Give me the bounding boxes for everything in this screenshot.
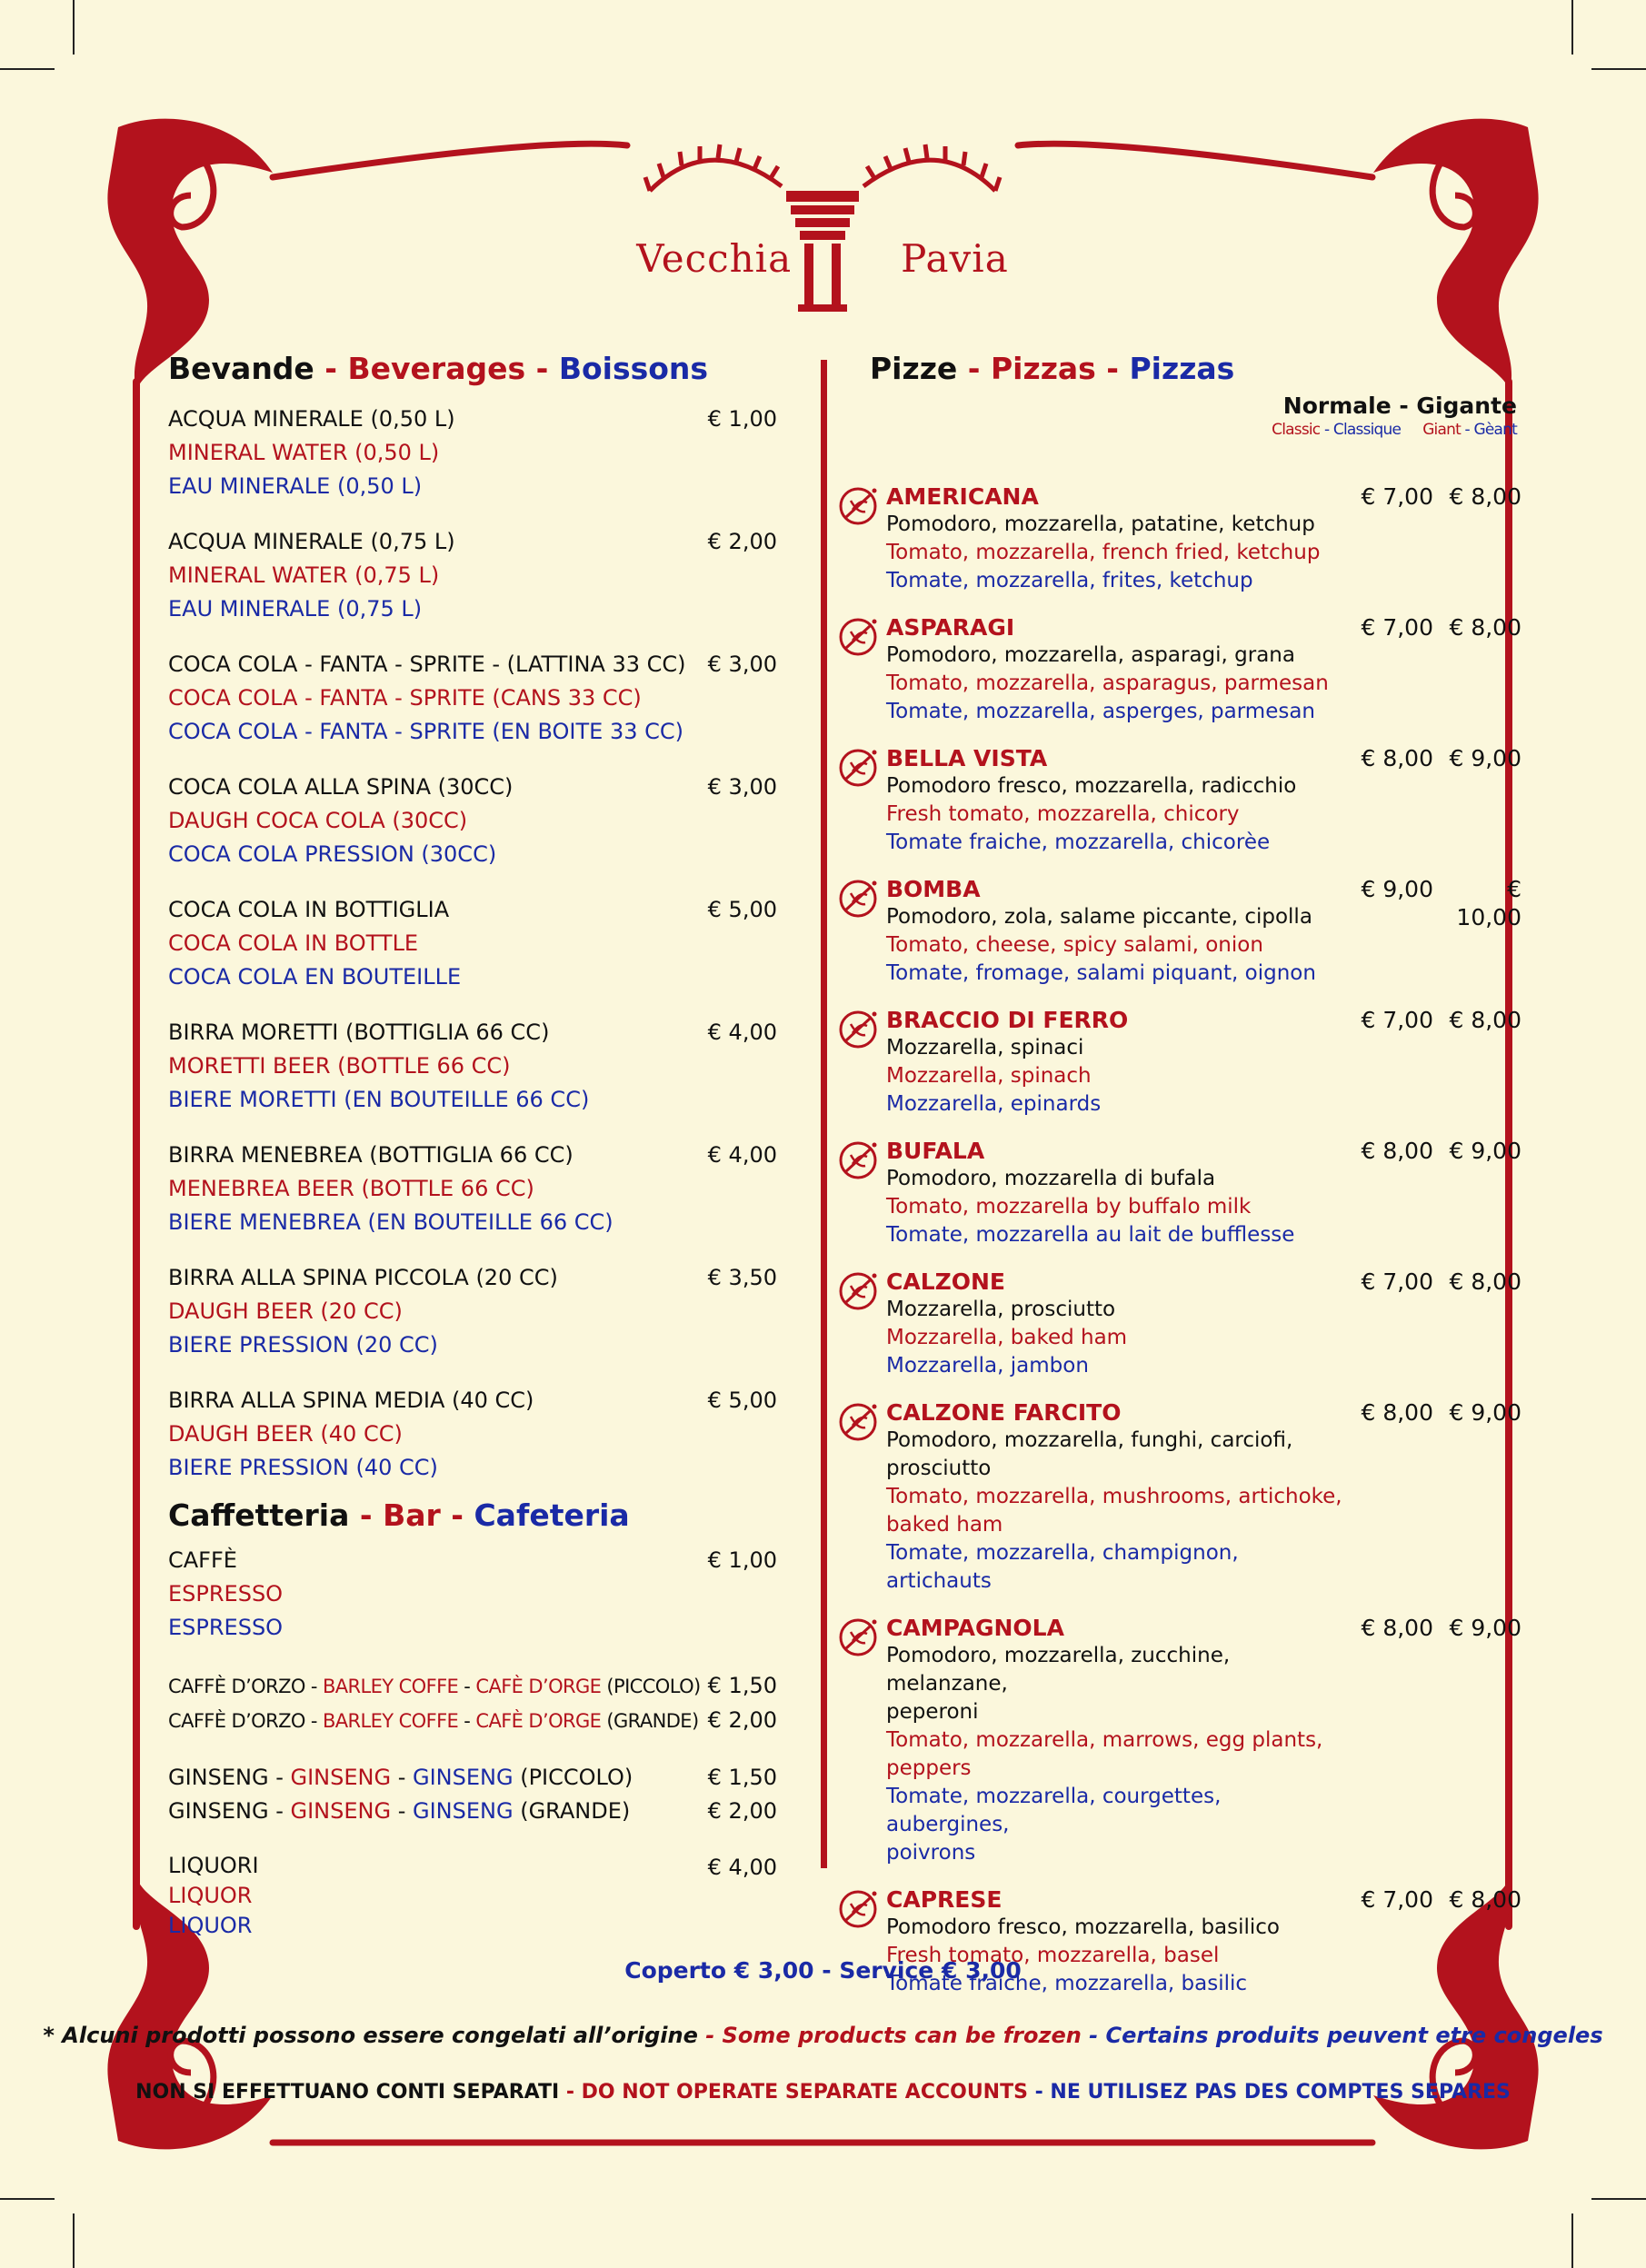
price-giant: € 9,00 bbox=[1449, 1399, 1521, 1426]
item-price: € 3,50 bbox=[707, 1265, 777, 1290]
orzo-list bbox=[168, 1669, 777, 1738]
note-fr: Certains produits peuvent etre congeles bbox=[1105, 2023, 1603, 2048]
item-it: BIRRA MORETTI (BOTTIGLIA 66 CC) bbox=[168, 1020, 550, 1045]
item-sep: - bbox=[304, 1710, 323, 1732]
pizzas-heading bbox=[870, 351, 1517, 386]
item-it: ACQUA MINERALE (0,50 L) bbox=[168, 406, 455, 432]
item-en: MORETTI BEER (BOTTLE 66 CC) bbox=[168, 1053, 511, 1079]
price-normal: € 8,00 bbox=[1361, 1138, 1433, 1164]
pizza-ingredients-fr: Tomate, mozzarella au lait de bufflesse bbox=[886, 1223, 1295, 1247]
beverages-heading bbox=[168, 351, 777, 386]
heading-it: Caffetteria bbox=[168, 1497, 350, 1533]
heading-sep: - bbox=[957, 351, 991, 386]
cover-service-charge: Coperto € 3,00 - Service € 3,00 bbox=[624, 1957, 1022, 1984]
price-giant: € 8,00 bbox=[1449, 483, 1521, 510]
logo-name-left: Vecchia bbox=[636, 236, 793, 281]
no-freeze-icon bbox=[838, 1140, 878, 1180]
item-en: BARLEY COFFE bbox=[322, 1710, 459, 1732]
beverage-item bbox=[168, 1261, 777, 1362]
beverage-item bbox=[168, 648, 777, 749]
acc-sep: - bbox=[1027, 2081, 1051, 2104]
item-it: BIRRA MENEBREA (BOTTIGLIA 66 CC) bbox=[168, 1142, 574, 1168]
item-price: € 2,00 bbox=[707, 1707, 777, 1733]
item-sep: - bbox=[304, 1676, 323, 1697]
item-it: CAFFÈ D’ORZO bbox=[168, 1676, 305, 1697]
no-freeze-icon bbox=[838, 1402, 878, 1442]
item-en: COCA COLA - FANTA - SPRITE (CANS 33 CC) bbox=[168, 685, 642, 711]
heading-fr: Boissons bbox=[558, 351, 709, 386]
pizza-ingredients-en: Fresh tomato, mozzarella, chicory bbox=[886, 802, 1240, 826]
no-freeze-icon bbox=[838, 486, 878, 526]
size-subheader bbox=[1272, 420, 1517, 440]
item-en: LIQUOR bbox=[168, 1883, 253, 1908]
no-freeze-icon bbox=[838, 1889, 878, 1929]
size-header bbox=[1272, 393, 1517, 440]
price-giant: € 9,00 bbox=[1449, 745, 1521, 771]
heading-it: Pizze bbox=[870, 351, 958, 386]
pizza-ingredients-it: Pomodoro, mozzarella, funghi, carciofi, bbox=[886, 1428, 1293, 1452]
pizza-item bbox=[870, 1137, 1521, 1249]
pizza-ingredients-fr: Tomate, mozzarella, frites, ketchup bbox=[886, 569, 1253, 592]
pizza-ingredients-fr: Tomate, fromage, salami piquant, oignon bbox=[886, 961, 1316, 985]
item-label bbox=[168, 1676, 701, 1697]
pizza-ingredients-fr: Mozzarella, jambon bbox=[886, 1354, 1089, 1378]
pizza-ingredients-en: Fresh tomato, mozzarella, basel bbox=[886, 1944, 1220, 1967]
acc-en: DO NOT OPERATE SEPARATE ACCOUNTS bbox=[581, 2081, 1028, 2104]
item-fr: COCA COLA - FANTA - SPRITE (EN BOITE 33 CC) bbox=[168, 719, 683, 744]
pizza-item bbox=[870, 744, 1521, 857]
separate-accounts-note bbox=[0, 2081, 1646, 2104]
heading-fr: Pizzas bbox=[1129, 351, 1235, 386]
pizza-ingredients-fr: Mozzarella, epinards bbox=[886, 1092, 1102, 1116]
item-en: DAUGH BEER (20 CC) bbox=[168, 1298, 403, 1324]
pizza-ingredients-it: Pomodoro fresco, mozzarella, basilico bbox=[886, 1915, 1281, 1939]
item-size: (PICCOLO) bbox=[513, 1765, 633, 1790]
item-en: COCA COLA IN BOTTLE bbox=[168, 930, 419, 956]
pizza-item bbox=[870, 1614, 1521, 1867]
item-sep: - bbox=[391, 1798, 413, 1824]
price-normal: € 7,00 bbox=[1361, 1886, 1433, 1913]
price-normal: € 8,00 bbox=[1361, 745, 1433, 771]
frozen-note bbox=[0, 2023, 1646, 2048]
pizza-ingredients-en: Tomato, cheese, spicy salami, onion bbox=[886, 933, 1263, 957]
cafe-item bbox=[168, 1544, 777, 1645]
item-size: (GRANDE) bbox=[601, 1710, 699, 1732]
item-price: € 5,00 bbox=[707, 1388, 777, 1413]
pizza-name: CALZONE FARCITO bbox=[886, 1399, 1122, 1426]
orzo-item bbox=[168, 1704, 777, 1738]
no-freeze-icon bbox=[838, 879, 878, 919]
pizza-ingredients-it: Mozzarella, prosciutto bbox=[886, 1298, 1116, 1321]
pizza-ingredients-it: Pomodoro, zola, salame piccante, cipolla bbox=[886, 905, 1312, 929]
item-size: (PICCOLO) bbox=[601, 1676, 701, 1697]
pizza-item bbox=[870, 482, 1521, 595]
acc-it: NON SI EFFETTUANO CONTI SEPARATI bbox=[135, 2081, 566, 2104]
item-it: BIRRA ALLA SPINA MEDIA (40 CC) bbox=[168, 1388, 534, 1413]
sub-sep: - bbox=[1320, 421, 1333, 439]
item-fr: LIQUOR bbox=[168, 1913, 253, 1938]
item-it: CAFFÈ D’ORZO bbox=[168, 1710, 305, 1732]
pizza-ingredients-en: Tomato, mozzarella, mushrooms, artichoke, bbox=[886, 1485, 1342, 1508]
no-freeze-icon bbox=[838, 748, 878, 788]
price-normal: € 7,00 bbox=[1361, 614, 1433, 641]
orzo-item bbox=[168, 1669, 777, 1704]
item-price: € 1,50 bbox=[707, 1765, 777, 1790]
item-it: LIQUORI bbox=[168, 1853, 259, 1878]
item-fr: ESPRESSO bbox=[168, 1615, 284, 1640]
beverage-item bbox=[168, 1016, 777, 1117]
pizza-ingredients-en: Tomato, mozzarella, marrows, egg plants, bbox=[886, 1728, 1323, 1752]
item-en: MENEBREA BEER (BOTTLE 66 CC) bbox=[168, 1176, 534, 1201]
item-it: CAFFÈ bbox=[168, 1547, 237, 1573]
pizza-item bbox=[870, 1268, 1521, 1380]
note-sep: - bbox=[1081, 2023, 1106, 2048]
price-normal: € 8,00 bbox=[1361, 1399, 1433, 1426]
item-en: DAUGH BEER (40 CC) bbox=[168, 1421, 403, 1447]
item-en: GINSENG bbox=[290, 1765, 392, 1790]
note-it: * Alcuni prodotti possono essere congelati all’origine bbox=[43, 2023, 698, 2048]
item-price: € 2,00 bbox=[707, 529, 777, 554]
ginseng-item bbox=[168, 1761, 777, 1795]
pizza-item bbox=[870, 1006, 1521, 1119]
price-normal: € 9,00 bbox=[1361, 876, 1433, 902]
pizza-name: CAMPAGNOLA bbox=[886, 1615, 1064, 1641]
pizza-item bbox=[870, 613, 1521, 726]
pizza-name: BUFALA bbox=[886, 1138, 985, 1164]
price-giant: € 8,00 bbox=[1449, 1007, 1521, 1033]
item-fr: COCA COLA EN BOUTEILLE bbox=[168, 964, 462, 990]
pizza-ingredients-en: Tomato, mozzarella by buffalo milk bbox=[886, 1195, 1252, 1219]
item-it: COCA COLA - FANTA - SPRITE - (LATTINA 33 CC) bbox=[168, 652, 686, 677]
heading-sep: - bbox=[349, 1497, 384, 1533]
item-price: € 4,00 bbox=[707, 1142, 777, 1168]
item-fr: CAFÈ D’ORGE bbox=[475, 1710, 602, 1732]
pizza-ingredients-en: Mozzarella, spinach bbox=[886, 1064, 1092, 1088]
beverage-item bbox=[168, 771, 777, 871]
price-normal: € 7,00 bbox=[1361, 1268, 1433, 1295]
item-sep: - bbox=[458, 1710, 476, 1732]
heading-sep: - bbox=[525, 351, 559, 386]
pizza-ingredients-en: Tomato, mozzarella, french fried, ketchup bbox=[886, 541, 1321, 564]
price-giant: € 8,00 bbox=[1449, 1268, 1521, 1295]
price-giant: € 10,00 bbox=[1456, 876, 1521, 930]
pizza-ingredients-it: Pomodoro fresco, mozzarella, radicchio bbox=[886, 774, 1297, 798]
beverages-column bbox=[168, 351, 777, 1941]
beverages-list bbox=[168, 403, 777, 1485]
pizza-ingredients-fr: Tomate fraiche, mozzarella, chicorèe bbox=[886, 831, 1271, 854]
pizza-name: CAPRESE bbox=[886, 1886, 1003, 1913]
item-it: ACQUA MINERALE (0,75 L) bbox=[168, 529, 455, 554]
item-it: GINSENG bbox=[168, 1798, 269, 1824]
item-price: € 2,00 bbox=[707, 1798, 777, 1824]
size-header-label: Normale - Gigante bbox=[1282, 393, 1517, 419]
note-sep: - bbox=[697, 2023, 723, 2048]
logo-title bbox=[636, 236, 1009, 281]
pizza-item bbox=[870, 875, 1521, 988]
pizza-ingredients-en: baked ham bbox=[886, 1513, 1003, 1537]
heading-sep: - bbox=[440, 1497, 474, 1533]
beverage-item bbox=[168, 1384, 777, 1485]
item-sep: - bbox=[268, 1765, 291, 1790]
logo bbox=[636, 136, 1009, 318]
pizza-ingredients-en: peppers bbox=[886, 1756, 972, 1780]
price-normal: € 7,00 bbox=[1361, 1007, 1433, 1033]
item-fr: CAFÈ D’ORGE bbox=[475, 1676, 602, 1697]
item-en: DAUGH COCA COLA (30CC) bbox=[168, 808, 468, 833]
beverage-item bbox=[168, 525, 777, 626]
pizza-ingredients-it: Pomodoro, mozzarella, zucchine, melanzane, bbox=[886, 1644, 1231, 1696]
sub-giant: Giant bbox=[1422, 421, 1461, 439]
sub-sep: - bbox=[1460, 421, 1474, 439]
pizza-list bbox=[870, 482, 1521, 1998]
sub-classique: Classique bbox=[1332, 421, 1402, 439]
item-fr: GINSENG bbox=[413, 1765, 514, 1790]
pizzas-column bbox=[870, 351, 1521, 1998]
pizza-ingredients-it: prosciutto bbox=[886, 1457, 992, 1480]
item-fr: EAU MINERALE (0,75 L) bbox=[168, 596, 423, 622]
price-giant: € 8,00 bbox=[1449, 1886, 1521, 1913]
item-fr: BIERE PRESSION (20 CC) bbox=[168, 1332, 438, 1358]
item-en: MINERAL WATER (0,50 L) bbox=[168, 440, 440, 465]
no-freeze-icon bbox=[838, 617, 878, 657]
item-en: GINSENG bbox=[290, 1798, 392, 1824]
pizza-ingredients-it: Mozzarella, spinaci bbox=[886, 1036, 1084, 1059]
item-label bbox=[168, 1765, 633, 1790]
item-price: € 1,50 bbox=[707, 1673, 777, 1698]
item-fr: BIERE PRESSION (40 CC) bbox=[168, 1455, 438, 1480]
item-en: ESPRESSO bbox=[168, 1581, 284, 1606]
item-price: € 5,00 bbox=[707, 897, 777, 922]
pizza-ingredients-en: Mozzarella, baked ham bbox=[886, 1326, 1128, 1349]
heading-sep: - bbox=[1095, 351, 1130, 386]
pizza-ingredients-fr: Tomate, mozzarella, courgettes, aubergines, bbox=[886, 1785, 1222, 1836]
price-giant: € 9,00 bbox=[1449, 1138, 1521, 1164]
pizza-ingredients-fr: Tomate, mozzarella, champignon, artichauts bbox=[886, 1541, 1239, 1593]
item-price: € 3,00 bbox=[707, 652, 777, 677]
sub-classic: Classic bbox=[1272, 421, 1321, 439]
heading-sep: - bbox=[314, 351, 348, 386]
pizza-ingredients-it: peperoni bbox=[886, 1700, 979, 1724]
item-fr: BIERE MENEBREA (EN BOUTEILLE 66 CC) bbox=[168, 1209, 614, 1235]
no-freeze-icon bbox=[838, 1010, 878, 1049]
item-label bbox=[168, 1798, 630, 1824]
item-fr: COCA COLA PRESSION (30CC) bbox=[168, 841, 497, 867]
item-price: € 1,00 bbox=[707, 1547, 777, 1573]
item-en: BARLEY COFFE bbox=[322, 1676, 459, 1697]
pizza-ingredients-it: Pomodoro, mozzarella di bufala bbox=[886, 1167, 1216, 1190]
pizza-name: CALZONE bbox=[886, 1268, 1006, 1295]
note-en: Some products can be frozen bbox=[722, 2023, 1082, 2048]
sub-geant: Gèant bbox=[1473, 421, 1517, 439]
item-it: GINSENG bbox=[168, 1765, 269, 1790]
heading-it: Bevande bbox=[168, 351, 314, 386]
price-giant: € 8,00 bbox=[1449, 614, 1521, 641]
acc-fr: NE UTILISEZ PAS DES COMPTES SEPARES bbox=[1050, 2081, 1511, 2104]
item-price: € 4,00 bbox=[707, 1020, 777, 1045]
heading-en: Pizzas bbox=[990, 351, 1096, 386]
pizza-ingredients-fr: Tomate fraiche, mozzarella, basilic bbox=[886, 1972, 1248, 1995]
pizza-ingredients-it: Pomodoro, mozzarella, asparagi, grana bbox=[886, 643, 1295, 667]
liquori-item bbox=[168, 1851, 777, 1941]
item-sep: - bbox=[458, 1676, 476, 1697]
item-price: € 4,00 bbox=[707, 1855, 777, 1880]
item-fr: BIERE MORETTI (EN BOUTEILLE 66 CC) bbox=[168, 1087, 590, 1112]
price-normal: € 8,00 bbox=[1361, 1615, 1433, 1641]
item-it: BIRRA ALLA SPINA PICCOLA (20 CC) bbox=[168, 1265, 558, 1290]
cafe-heading bbox=[168, 1497, 777, 1533]
pizza-name: BRACCIO DI FERRO bbox=[886, 1007, 1129, 1033]
beverage-item bbox=[168, 403, 777, 503]
acc-sep: - bbox=[565, 2081, 582, 2104]
pizza-name: ASPARAGI bbox=[886, 614, 1015, 641]
pizza-ingredients-en: Tomato, mozzarella, asparagus, parmesan bbox=[886, 671, 1329, 695]
item-sep: - bbox=[268, 1798, 291, 1824]
item-size: (GRANDE) bbox=[513, 1798, 631, 1824]
beverage-item bbox=[168, 893, 777, 994]
pizza-item bbox=[870, 1398, 1521, 1596]
beverage-item bbox=[168, 1139, 777, 1239]
item-en: MINERAL WATER (0,75 L) bbox=[168, 562, 440, 588]
no-freeze-icon bbox=[838, 1271, 878, 1311]
ginseng-list bbox=[168, 1761, 777, 1828]
item-fr: EAU MINERALE (0,50 L) bbox=[168, 473, 423, 499]
item-label bbox=[168, 1710, 699, 1732]
item-it: COCA COLA IN BOTTIGLIA bbox=[168, 897, 450, 922]
column-divider bbox=[821, 360, 827, 1868]
ginseng-item bbox=[168, 1795, 777, 1828]
pizza-ingredients-fr: Tomate, mozzarella, asperges, parmesan bbox=[886, 700, 1316, 723]
heading-en: Beverages bbox=[347, 351, 526, 386]
price-normal: € 7,00 bbox=[1361, 483, 1433, 510]
no-freeze-icon bbox=[838, 1617, 878, 1657]
brick-arch-icon bbox=[636, 136, 1009, 318]
heading-en: Bar bbox=[383, 1497, 441, 1533]
heading-fr: Cafeteria bbox=[474, 1497, 630, 1533]
item-fr: GINSENG bbox=[413, 1798, 514, 1824]
item-sep: - bbox=[391, 1765, 413, 1790]
pizza-name: BOMBA bbox=[886, 876, 981, 902]
logo-name-right: Pavia bbox=[901, 236, 1009, 281]
item-price: € 1,00 bbox=[707, 406, 777, 432]
item-it: COCA COLA ALLA SPINA (30CC) bbox=[168, 774, 514, 800]
pizza-ingredients-fr: poivrons bbox=[886, 1841, 976, 1865]
price-giant: € 9,00 bbox=[1449, 1615, 1521, 1641]
item-price: € 3,00 bbox=[707, 774, 777, 800]
pizza-name: BELLA VISTA bbox=[886, 745, 1048, 771]
pizza-name: AMERICANA bbox=[886, 483, 1039, 510]
pizza-ingredients-it: Pomodoro, mozzarella, patatine, ketchup bbox=[886, 512, 1315, 536]
